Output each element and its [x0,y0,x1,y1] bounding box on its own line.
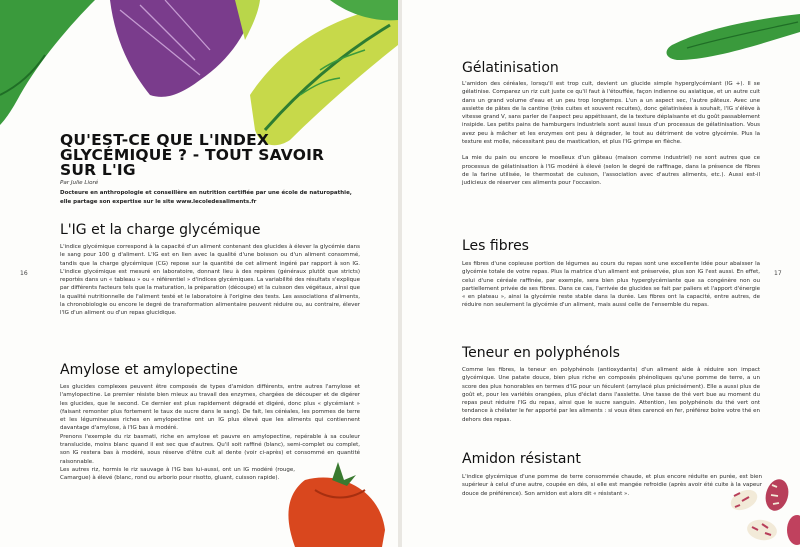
paragraph: Les autres riz, hormis le riz sauvage à l'IG bas lui-aussi, ont un IG modéré (rouge, Camargue) à élevé (blanc, rond ou arborio pour risotto, gluant, cuisson rapide). [60,466,295,482]
purple-cabbage-leaf [110,0,255,97]
section-heading-polyphenols: Teneur en polyphénols [462,345,620,361]
section-heading-gelatinisation: Gélatinisation [462,60,559,76]
bean [787,515,800,545]
article-title: QU'EST-CE QUE L'INDEX GLYCÉMIQUE ? - TOUT SAVOIR SUR L'IG [60,131,325,179]
author-byline: Par Julie Lioré [60,180,99,186]
page-number-left: 16 [20,270,28,277]
author-bio: Docteure en anthropologie et conseillère en nutrition certifiée par une école de naturopathie, elle partage son expertise sur le site www.lecoledesaliments.fr [60,190,352,205]
section-body-fibres [462,260,760,310]
section-heading-fibres: Les fibres [462,238,529,254]
section-body-amidon-resistant [462,473,762,498]
tomato [288,477,385,547]
section-heading-ig: L'IG et la charge glycémique [60,222,261,238]
paragraph: Les fibres d'une copieuse portion de légumes au cours du repas sont une excellente idée pour abaisser la glycémie totale de votre repas. Plus la matrice d'un aliment est préservée, plus son IG l'est aussi. En effet, celui d'une céréale raffinée, par exemple, sera bien plus hyperglycémiante que sa congénère non ou partiellement privée de ses fibres. Dans ce cas, l'arrivée de glucides se fait par paliers et l'apport d'énergie « en plateau », ainsi la glycémie reste stable dans la durée. Les fibres ont la capacité, entre autres, de réduire non seulement la glycémie d'un aliment, mais aussi celle de l'ensemble du repas. [462,261,760,309]
section-heading-amylose: Amylose et amylopectine [60,362,238,378]
page-number-right: 17 [774,270,782,277]
section-body-polyphenols [462,366,760,424]
bean [745,518,778,543]
paragraph: L'amidon des céréales, lorsqu'il est trop cuit, devient un glucide simple hyperglycémiant (IG +). Il se gélatinise. Comparez un riz cuit juste ce qu'il faut à l'étouffée, façon indienne ou asiatique, et un autre cuit dans un grand volume d'eau et un peu trop longtemps. L'un a un aspect sec, l'autre pâteux. Avec une assiette de pâtes de la cantine (très cuites et souvent recuites), donc gélatinisées à souhait, l'IG s'élève à vitesse grand V, sans parler de l'aspect peu appétissant, de la texture déplaisante et du goût passablement insipide. Les petits pains de hamburgers industriels sont aussi issus d'un processus de gélatinisation. Vous avez peu à mâcher et les enzymes ont peu à dégrader, le tout au détriment de votre glycémie. Plus la texture est molle, nécessitant peu de mastication, et plus l'IG grimpe en flèche. [462,81,760,146]
section-body-amylose [60,383,360,483]
pea-pod [667,14,800,60]
paragraph: Prenons l'exemple du riz basmati, riche en amylose et pauvre en amylopectine, repérable à sa couleur translucide, moins blanc quand il est sec que d'autres. Qu'il soit raffiné (blanc), semi-complet ou complet, son IG restera bas à modéré, sous réserve d'être cuit al dente (voir ci-après) et consommé en quantité raisonnable. [60,433,360,465]
section-heading-amidon-resistant: Amidon résistant [462,451,581,467]
paragraph: Les glucides complexes peuvent être composés de types d'amidon différents, entre autres l'amylose et l'amylopectine. Le premier résiste bien mieux au travail des enzymes, chargées de découper et de digérer les glucides, que le second. Ce dernier est plus rapidement dégradé et digéré, donc plus « glycémiant » (faisant remonter plus fortement le taux de sucre dans le sang). De fait, les céréales, les pommes de terre et les légumineuses riches en amylopectine ont un IG plus élevé que les aliments qui contiennent davantage d'amylose, à l'IG bas à modéré. [60,384,360,432]
green-leaf-left [0,0,95,125]
paragraph: La mie du pain ou encore le moelleux d'un gâteau (maison comme industriel) ne sont autres que ce processus de gélatinisation à l'IG modéré à élevé (selon le degré de raffinage, dans la présence de fibres de la farine utilisée, le thermostat de cuisson, l'association avec d'autres aliments, etc.). Aussi est-il judicieux de réserver ces aliments pour l'occasion. [462,155,760,187]
paragraph: L'indice glycémique correspond à la capacité d'un aliment contenant des glucides à élever la glycémie dans le sang pour 100 g d'aliment. L'IG est en lien avec la qualité d'une boisson ou d'un aliment consommé, tandis que la charge glycémique (CG) repose sur la quantité de cet aliment ingéré par rapport à son IG. L'indice glycémique est mesuré en laboratoire, donnant lieu à des repères (généraux plutôt que stricts) reportés dans un « tableau » ou « référentiel » d'indices glycémiques. La variabilité des résultats s'explique par différents facteurs tels que la maturation, la préparation (découpe) et la cuisson des végétaux, ainsi que la qualité nutritionnelle de l'aliment testé et le laboratoire à l'origine des tests. Les associations d'aliments, la chronobiologie ou encore le degré de transformation alimentaire peuvent réduire ou, au contraire, élever l'IG d'un aliment ou d'un repas glucidique. [60,244,360,317]
right-page [402,0,800,547]
paragraph: Comme les fibres, la teneur en polyphénols (antioxydants) d'un aliment aide à réduire son impact glycémique. Une patate douce, bien plus riche en composés phénoliques qu'une pomme de terre, a un score des plus honorables en termes d'IG pour un féculent (amylacé plus précisément). Elle a aussi plus de goût et, pour les variétés orangées, plus d'éclat dans l'assiette. Une tasse de thé vert bue au moment du repas peut réduire l'IG du repas, ainsi que le sucre sanguin. Attention, les polyphénols du thé vert ont tendance à chélater le fer apporté par les aliments : si vous êtes carencé en fer, préférez boire votre thé en dehors des repas. [462,367,760,423]
section-body-ig [60,243,360,318]
chard-leaf [250,5,398,145]
section-body-gelatinisation [462,80,760,188]
paragraph: L'indice glycémique d'une pomme de terre consommée chaude, et plus encore réduite en purée, est bien supérieur à celui d'une autre, coupée en dés, si elle est mangée refroidie (après avoir été cuite à la vapeur douce de préférence). Son amidon est alors dit « résistant ». [462,474,762,497]
left-page [0,0,398,547]
